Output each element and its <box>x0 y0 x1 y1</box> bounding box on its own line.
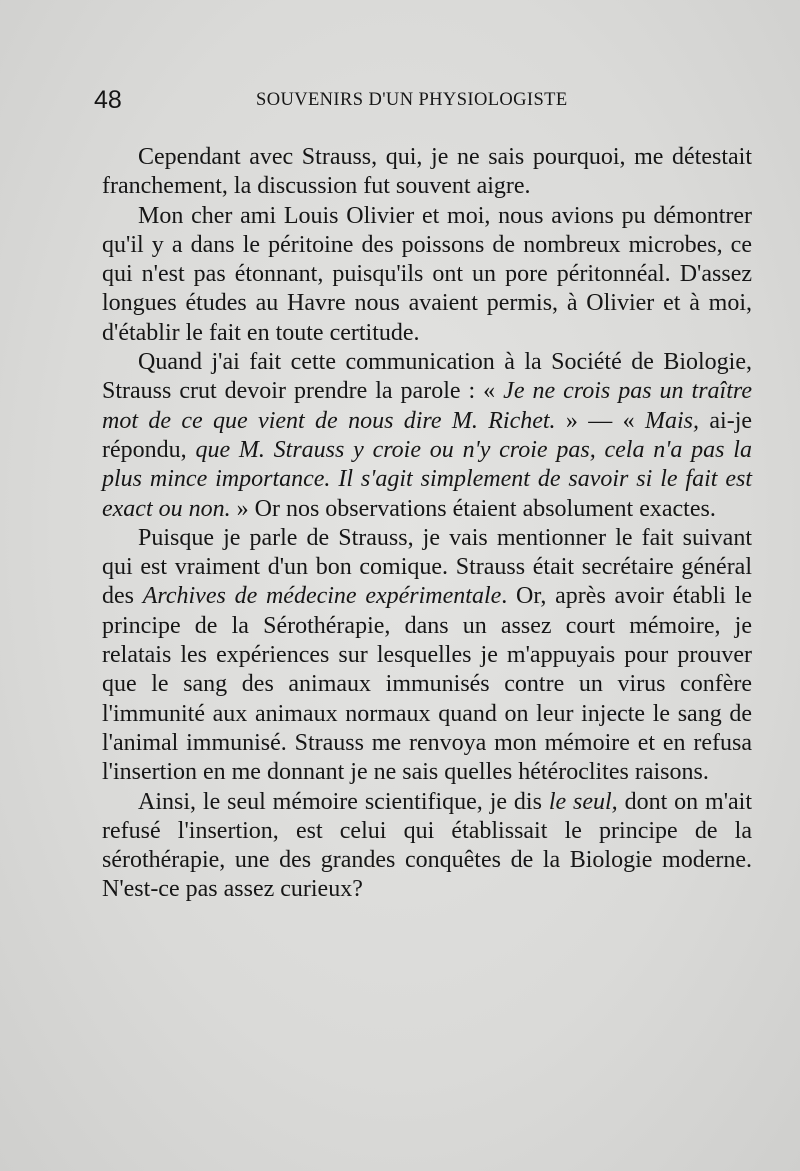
paragraph-4-text-c: . Or, après avoir établi le principe de la Sérothérapie, dans un assez court mémoire, je relatais les expériences sur lesquelles je m'appuyais pour prouver que le sang des animaux immunisés contre un virus confère l'immunité aux animaux normaux quand on leur injecte le sang de l'animal immunisé. Strauss me renvoya mon mémoire et en refusa l'insertion en me donnant je ne sais quelles hétéroclites raisons. <box>102 583 752 786</box>
paragraph-4-text-a: Puisque je parle de Strauss, je vais mentionner le fait suivant qui est vraiment d'un bon comique. Strauss était secrétaire général des <box>102 524 752 610</box>
paragraph-3-text-g: » Or nos observations étaient absolument exactes. <box>230 495 716 522</box>
page-number: 48 <box>94 86 122 114</box>
paragraph-5-le-seul: le seul, <box>548 788 618 815</box>
paragraph-3 <box>102 348 752 524</box>
paragraph-5-text-a: Ainsi, le seul mémoire scientifique, je dis <box>138 788 549 815</box>
paragraph-5-text-c: dont on m'ait refusé l'insertion, est celui qui établissait le principe de la sérothérapie, une des grandes conquêtes de la Biologie moderne. N'est-ce pas assez curieux? <box>102 788 753 903</box>
running-title: SOUVENIRS D'UN PHYSIOLOGISTE <box>256 90 568 110</box>
paragraph-2: Mon cher ami Louis Olivier et moi, nous avions pu démontrer qu'il y a dans le péritoine des poissons de nombreux microbes, ce qui n'est pas étonnant, puisqu'ils ont un pore péritonnéal. D'assez longues études au Havre nous avaient permis, à Olivier et à moi, d'établir le fait en toute certitude. <box>102 202 752 346</box>
paragraph-3-quote-reply: que M. Strauss y croie ou n'y croie pas, cela n'a pas la plus mince importance. Il s'agit simplement de savoir si le fait est exact ou non. <box>102 436 752 522</box>
paragraph-3-mais: Mais, <box>645 407 700 434</box>
paragraph-3-text-e: ai-je répondu, <box>102 407 753 463</box>
page-header <box>94 86 754 116</box>
body-text <box>102 143 752 905</box>
paragraph-4 <box>102 524 752 788</box>
paragraph-5 <box>102 788 752 905</box>
paragraph-3-text-a: Quand j'ai fait cette communication à la Société de Biologie, Strauss crut devoir prendre la parole : « <box>102 349 752 405</box>
paragraph-1: Cependant avec Strauss, qui, je ne sais pourquoi, me détestait franchement, la discussion fut souvent aigre. <box>102 144 752 200</box>
journal-title: Archives de médecine expérimentale <box>142 583 502 610</box>
paragraph-3-quote-strauss: Je ne crois pas un traître mot de ce que vient de nous dire M. Richet. <box>102 378 752 434</box>
paragraph-3-text-c: » — « <box>555 407 646 434</box>
